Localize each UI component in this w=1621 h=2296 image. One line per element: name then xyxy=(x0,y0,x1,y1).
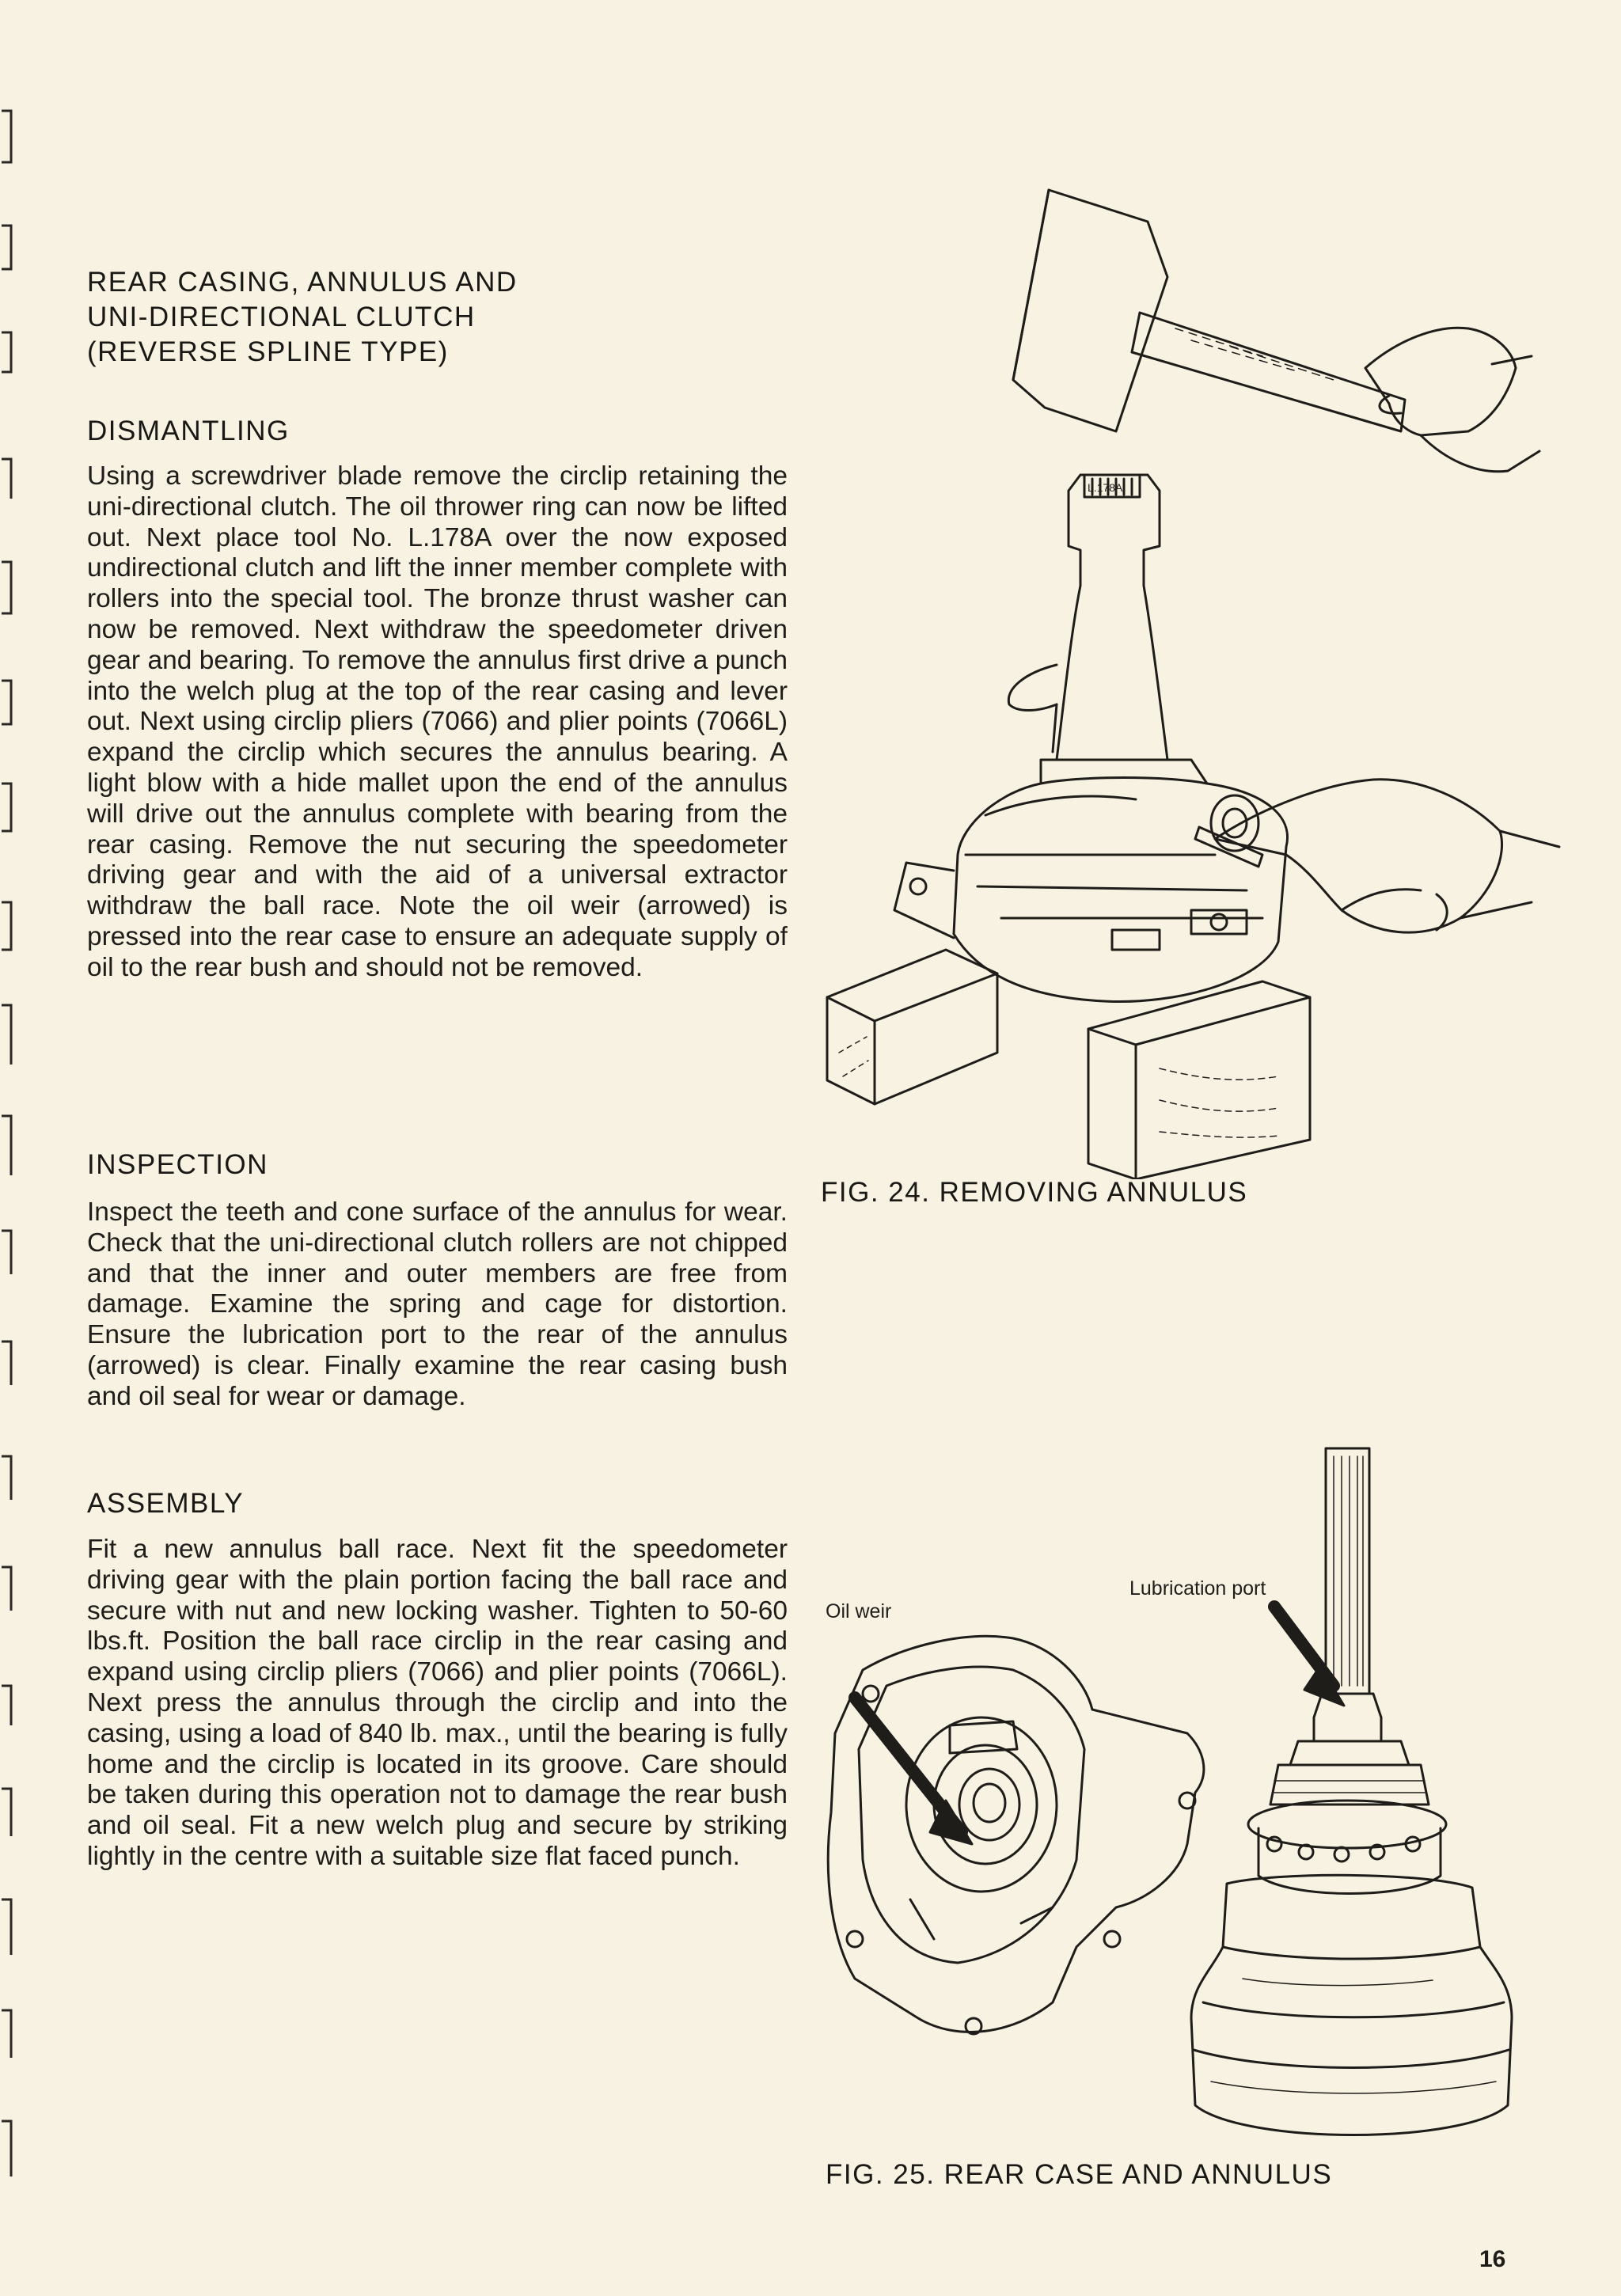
assembly-heading: ASSEMBLY xyxy=(87,1488,245,1519)
section-title-line-1: REAR CASING, ANNULUS AND xyxy=(87,267,518,298)
mallet-handle xyxy=(1132,313,1405,431)
fig-24-tool-marking: L.178A xyxy=(1088,481,1123,494)
section-title xyxy=(87,265,788,370)
section-title-line-2: UNI-DIRECTIONAL CLUTCH xyxy=(87,302,476,332)
mallet-head xyxy=(1013,190,1167,431)
page-number: 16 xyxy=(1479,2246,1506,2272)
inspection-heading: INSPECTION xyxy=(87,1149,268,1180)
assembly-body: Fit a new annulus ball race. Next fit the speedometer driving gear with the plain portion facing the ball race and secure with nut and new locking washer. Tighten to 50-60 lbs.ft. Position the ball race circlip in the rear casing and expand using circlip pliers (7066) and plier points (7066L). Next press the annulus through the circlip and into the casing, using a load of 840 lb. max., until the bearing is fully home and the circlip is located in its groove. Care should be taken during this operation not to damage the rear bush and oil seal. Fit a new welch plug and secure by striking lightly in the centre with a suitable size flat faced punch. xyxy=(87,1535,788,1871)
fig-25-lubrication-port-label: Lubrication port xyxy=(1129,1577,1266,1600)
annulus-bell xyxy=(1191,1875,1512,2135)
fig-25-rear-case-and-annulus-illustration xyxy=(815,1433,1567,2184)
dismantling-heading: DISMANTLING xyxy=(87,416,290,446)
hand-with-punch xyxy=(1215,780,1502,932)
fig-25-caption: FIG. 25. REAR CASE AND ANNULUS xyxy=(826,2159,1333,2190)
inspection-body: Inspect the teeth and cone surface of the annulus for wear. Check that the uni-directional clutch rollers are not chipped and that the inner and outer members are free from damage. Examine the spring and cage for distortion. Ensure the lubrication port to the rear of the annulus (arrowed) is clear. Finally examine the rear casing bush and oil seal for wear or damage. xyxy=(87,1197,788,1411)
wood-block-right xyxy=(1088,981,1310,1179)
dismantling-body: Using a screwdriver blade remove the circlip retaining the uni-directional clutch. The oil thrower ring can now be lifted out. Next place tool No. L.178A over the now exposed undirectional clutch and lift the inner member complete with rollers into the special tool. The bronze thrust washer can now be removed. Next withdraw the speedometer driven gear and bearing. To remove the annulus first drive a punch into the welch plug at the top of the rear casing and lever out. Next using circlip pliers (7066) and plier points (7066L) expand the circlip which secures the annulus bearing. A light blow with a hide mallet upon the end of the annulus will drive out the annulus complete with bearing from the rear casing. Remove the nut securing the speedometer driving gear and with the aid of a universal extractor withdraw the ball race. Note the oil weir (arrowed) is pressed into the rear case to ensure an adequate supply of oil to the rear bush and should not be removed. xyxy=(87,461,788,982)
wood-block-left xyxy=(827,950,997,1104)
section-title-line-3: (REVERSE SPLINE TYPE) xyxy=(87,336,449,367)
fig-24-caption: FIG. 24. REMOVING ANNULUS xyxy=(821,1177,1248,1208)
fig-24-removing-annulus-illustration xyxy=(819,158,1563,1179)
annulus-shaft-top xyxy=(1057,475,1167,760)
fig-25-oil-weir-label: Oil weir xyxy=(826,1600,892,1622)
rear-case-flange xyxy=(828,1636,1204,2032)
hand-holding-mallet xyxy=(1365,328,1516,435)
binder-margin-marks xyxy=(0,0,32,2296)
